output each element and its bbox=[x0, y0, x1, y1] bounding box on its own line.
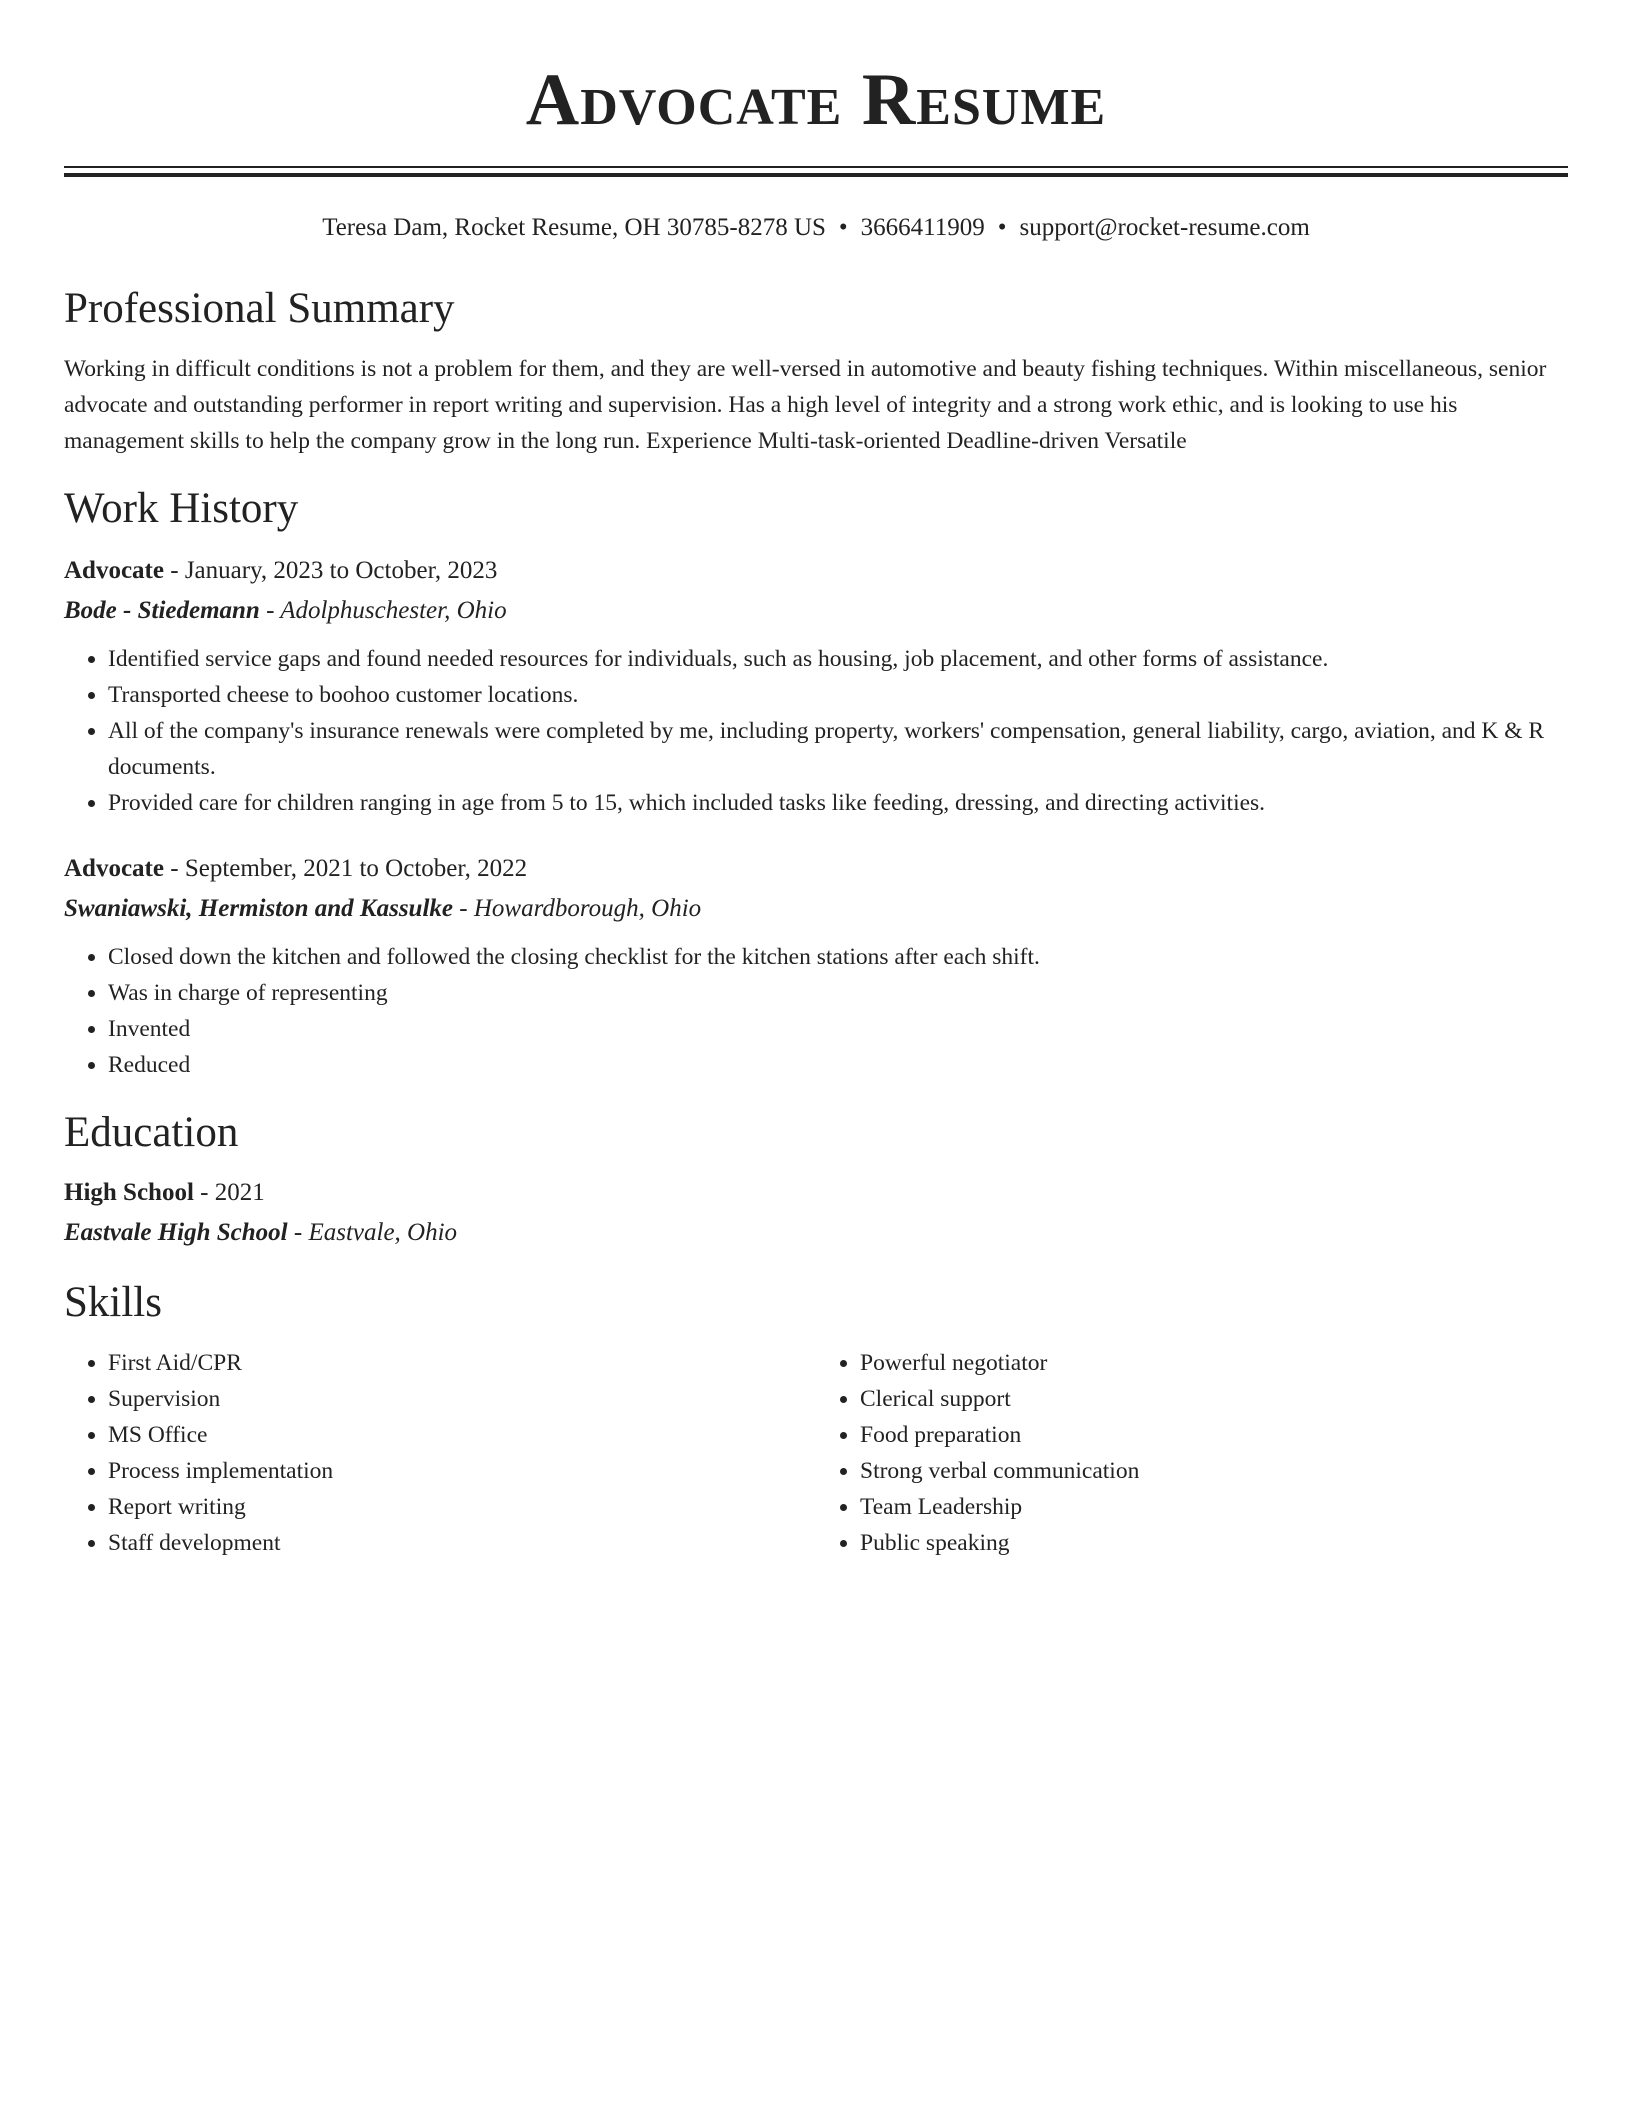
skill-item: • Staff development bbox=[108, 1525, 816, 1561]
job-title: Advocate bbox=[64, 557, 164, 584]
job-duty-item: • All of the company's insurance renewals were completed by me, including property, workers' compensation, general liability, cargo, aviation, and K & R documents. bbox=[108, 713, 1568, 785]
skill-item: • MS Office bbox=[108, 1417, 816, 1453]
job-title-line: Advocate - January, 2023 to October, 2023 bbox=[64, 557, 498, 584]
employer-line: Swaniawski, Hermiston and Kassulke - Howardborough, Ohio bbox=[64, 895, 702, 922]
skill-item: • Food preparation bbox=[860, 1417, 1568, 1453]
job-duties-list bbox=[64, 641, 1568, 821]
education-heading: Education bbox=[64, 1109, 239, 1156]
title-divider-thin bbox=[64, 166, 1568, 168]
employer-line: Bode - Stiedemann - Adolphuschester, Ohio bbox=[64, 597, 507, 624]
contact-address: Teresa Dam, Rocket Resume, OH 30785-8278 US bbox=[322, 214, 826, 241]
title-divider-thick bbox=[64, 173, 1568, 177]
skill-item: • Clerical support bbox=[860, 1381, 1568, 1417]
skills-column-left bbox=[64, 1345, 816, 1561]
skills-heading: Skills bbox=[64, 1279, 162, 1326]
job-duties-list bbox=[64, 939, 1568, 1083]
skills-grid bbox=[64, 1345, 1568, 1561]
resume-title: Advocate Resume bbox=[525, 59, 1107, 141]
degree-line: High School - 2021 bbox=[64, 1179, 265, 1206]
job-entry bbox=[64, 551, 1568, 821]
employer-location: Howardborough, Ohio bbox=[473, 895, 702, 922]
school-name: Eastvale High School bbox=[64, 1219, 288, 1246]
job-duty-item: • Identified service gaps and found needed resources for individuals, such as housing, job placement, and other forms of assistance. bbox=[108, 641, 1568, 677]
skill-item: • Team Leadership bbox=[860, 1489, 1568, 1525]
job-duty-item: • Invented bbox=[108, 1011, 1568, 1047]
job-title: Advocate bbox=[64, 855, 164, 882]
skill-item: • Process implementation bbox=[108, 1453, 816, 1489]
employer-name: Bode - Stiedemann bbox=[64, 597, 260, 624]
education-entry bbox=[64, 1173, 1568, 1253]
job-title-line: Advocate - September, 2021 to October, 2022 bbox=[64, 855, 528, 882]
summary-text: Working in difficult conditions is not a problem for them, and they are well-versed in automotive and beauty fishing techniques. Within miscellaneous, senior advocate and outstanding performer in report writing and supervision. Has a high level of integrity and a strong work ethic, and is looking to use his management skills to help the company grow in the long run. Experience Multi-task-oriented Deadline-driven Versatile bbox=[64, 356, 1547, 454]
school-line: Eastvale High School - Eastvale, Ohio bbox=[64, 1219, 458, 1246]
skill-item: • First Aid/CPR bbox=[108, 1345, 816, 1381]
degree-year: 2021 bbox=[214, 1179, 265, 1206]
skill-item: • Report writing bbox=[108, 1489, 816, 1525]
degree-name: High School bbox=[64, 1179, 194, 1206]
summary-heading: Professional Summary bbox=[64, 285, 455, 332]
skill-item: • Strong verbal communication bbox=[860, 1453, 1568, 1489]
contact-separator: • bbox=[838, 214, 848, 241]
contact-phone: 3666411909 bbox=[860, 214, 985, 241]
job-duty-item: • Provided care for children ranging in age from 5 to 15, which included tasks like feeding, dressing, and directing activities. bbox=[108, 785, 1568, 821]
school-location: Eastvale, Ohio bbox=[308, 1219, 458, 1246]
job-duty-item: • Closed down the kitchen and followed the closing checklist for the kitchen stations after each shift. bbox=[108, 939, 1568, 975]
job-dates: January, 2023 to October, 2023 bbox=[184, 557, 498, 584]
job-duty-item: • Transported cheese to boohoo customer locations. bbox=[108, 677, 1568, 713]
contact-email: support@rocket-resume.com bbox=[1019, 214, 1310, 241]
job-duty-item: • Reduced bbox=[108, 1047, 1568, 1083]
employer-name: Swaniawski, Hermiston and Kassulke bbox=[64, 895, 454, 922]
skill-item: • Public speaking bbox=[860, 1525, 1568, 1561]
skill-item: • Supervision bbox=[108, 1381, 816, 1417]
contact-line bbox=[64, 211, 1568, 245]
job-dates: September, 2021 to October, 2022 bbox=[184, 855, 528, 882]
skill-item: • Powerful negotiator bbox=[860, 1345, 1568, 1381]
skills-column-right bbox=[816, 1345, 1568, 1561]
job-entry bbox=[64, 849, 1568, 1083]
work-history-heading: Work History bbox=[64, 485, 299, 532]
employer-location: Adolphuschester, Ohio bbox=[280, 597, 507, 624]
job-duty-item: • Was in charge of representing bbox=[108, 975, 1568, 1011]
contact-separator: • bbox=[997, 214, 1007, 241]
